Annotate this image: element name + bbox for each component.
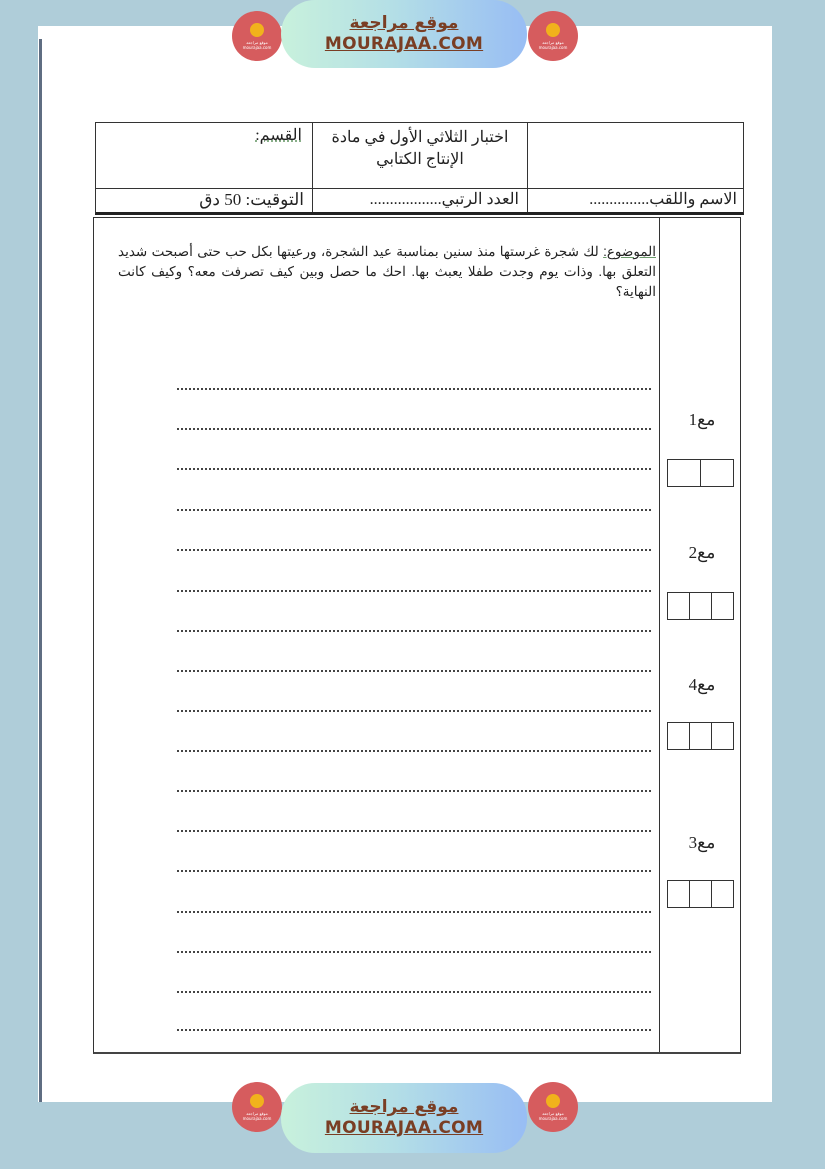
- banner-latin-text: MOURAJAA.COM: [324, 1118, 484, 1138]
- answer-line[interactable]: [177, 670, 651, 672]
- logo-text-en: mourajaa.com: [242, 1115, 272, 1121]
- score-cell[interactable]: [668, 723, 689, 749]
- criterion-score-box-2[interactable]: [667, 592, 734, 620]
- score-cell[interactable]: [711, 723, 733, 749]
- answer-line[interactable]: [177, 468, 651, 470]
- answer-line[interactable]: [177, 630, 651, 632]
- criterion-label-4: مع4: [688, 675, 716, 694]
- score-cell[interactable]: [668, 593, 689, 619]
- logo-icon: [250, 23, 264, 37]
- answer-line[interactable]: [177, 790, 651, 792]
- title-cell: [313, 125, 527, 187]
- criterion-label-1: مع1: [688, 410, 716, 429]
- logo-text-ar: موقع مراجعة: [246, 39, 268, 45]
- logo-text-en: mourajaa.com: [538, 1115, 568, 1121]
- logo-icon: [546, 1094, 560, 1108]
- score-cell[interactable]: [689, 881, 711, 907]
- logo-right-bottom: [528, 1082, 578, 1132]
- criterion-label-2: مع2: [688, 543, 716, 562]
- logo-text-en: mourajaa.com: [538, 44, 568, 50]
- banner-latin-text: MOURAJAA.COM: [324, 34, 484, 54]
- exam-header-table: [95, 122, 744, 215]
- exam-title-line2: الإنتاج الكتابي: [376, 151, 464, 168]
- answer-line[interactable]: [177, 951, 651, 953]
- blank-cell: [528, 125, 743, 187]
- answer-line[interactable]: [177, 710, 651, 712]
- duration-label: التوقيت: 50 دق: [199, 190, 304, 209]
- watermark-banner-bottom[interactable]: [281, 1083, 527, 1153]
- section-cell: [96, 125, 312, 187]
- name-cell[interactable]: [528, 189, 743, 213]
- score-cell[interactable]: [711, 881, 733, 907]
- section-label: القسم:: [255, 127, 302, 144]
- logo-text-en: mourajaa.com: [242, 44, 272, 50]
- answer-line[interactable]: [177, 549, 651, 551]
- answer-line[interactable]: [177, 428, 651, 430]
- score-cell[interactable]: [668, 881, 689, 907]
- answer-line[interactable]: [177, 750, 651, 752]
- score-cell[interactable]: [711, 593, 733, 619]
- logo-text-ar: موقع مراجعة: [246, 1110, 268, 1116]
- topic-prompt: [118, 242, 656, 302]
- name-field[interactable]: الاسم واللقب...............: [589, 191, 737, 208]
- topic-label: الموضوع:: [603, 244, 656, 259]
- answer-line[interactable]: [177, 590, 651, 592]
- logo-text-ar: موقع مراجعة: [542, 39, 564, 45]
- logo-left-bottom: [232, 1082, 282, 1132]
- answer-line[interactable]: [177, 388, 651, 390]
- rank-field[interactable]: العدد الرتبي..................: [369, 191, 519, 208]
- criterion-score-box-3[interactable]: [667, 880, 734, 908]
- page-edge-shadow: [39, 39, 42, 1102]
- answer-line[interactable]: [177, 870, 651, 872]
- score-cell[interactable]: [668, 460, 700, 486]
- answer-line[interactable]: [177, 509, 651, 511]
- rank-cell[interactable]: [313, 189, 527, 213]
- score-cell[interactable]: [700, 460, 733, 486]
- criteria-column-divider: [659, 218, 660, 1052]
- score-cell[interactable]: [689, 723, 711, 749]
- answer-line[interactable]: [177, 1029, 651, 1031]
- logo-icon: [546, 23, 560, 37]
- banner-arabic-text: موقع مراجعة: [349, 1097, 459, 1117]
- duration-cell: [96, 189, 312, 213]
- criterion-score-box-1[interactable]: [667, 459, 734, 487]
- answer-line[interactable]: [177, 991, 651, 993]
- logo-right-top: [528, 11, 578, 61]
- watermark-banner-top[interactable]: [281, 0, 527, 68]
- exam-title-line1: اختبار الثلاثي الأول في مادة: [331, 129, 509, 146]
- logo-icon: [250, 1094, 264, 1108]
- answer-line[interactable]: [177, 911, 651, 913]
- answer-box: [93, 217, 741, 1054]
- score-cell[interactable]: [689, 593, 711, 619]
- answer-line[interactable]: [177, 830, 651, 832]
- criterion-score-box-4[interactable]: [667, 722, 734, 750]
- criterion-label-3: مع3: [688, 833, 716, 852]
- topic-text: لك شجرة غرستها منذ سنين بمناسبة عيد الشجرة، ورعيتها بكل حب حتى أصبحت شديد التعلق بها. وذات يوم وجدت طفلا يعبث بها. احك ما حصل وبين كيف تصرفت معه؟ وكيف كانت النهاية؟: [118, 244, 656, 299]
- banner-arabic-text: موقع مراجعة: [349, 13, 459, 33]
- logo-text-ar: موقع مراجعة: [542, 1110, 564, 1116]
- logo-left-top: [232, 11, 282, 61]
